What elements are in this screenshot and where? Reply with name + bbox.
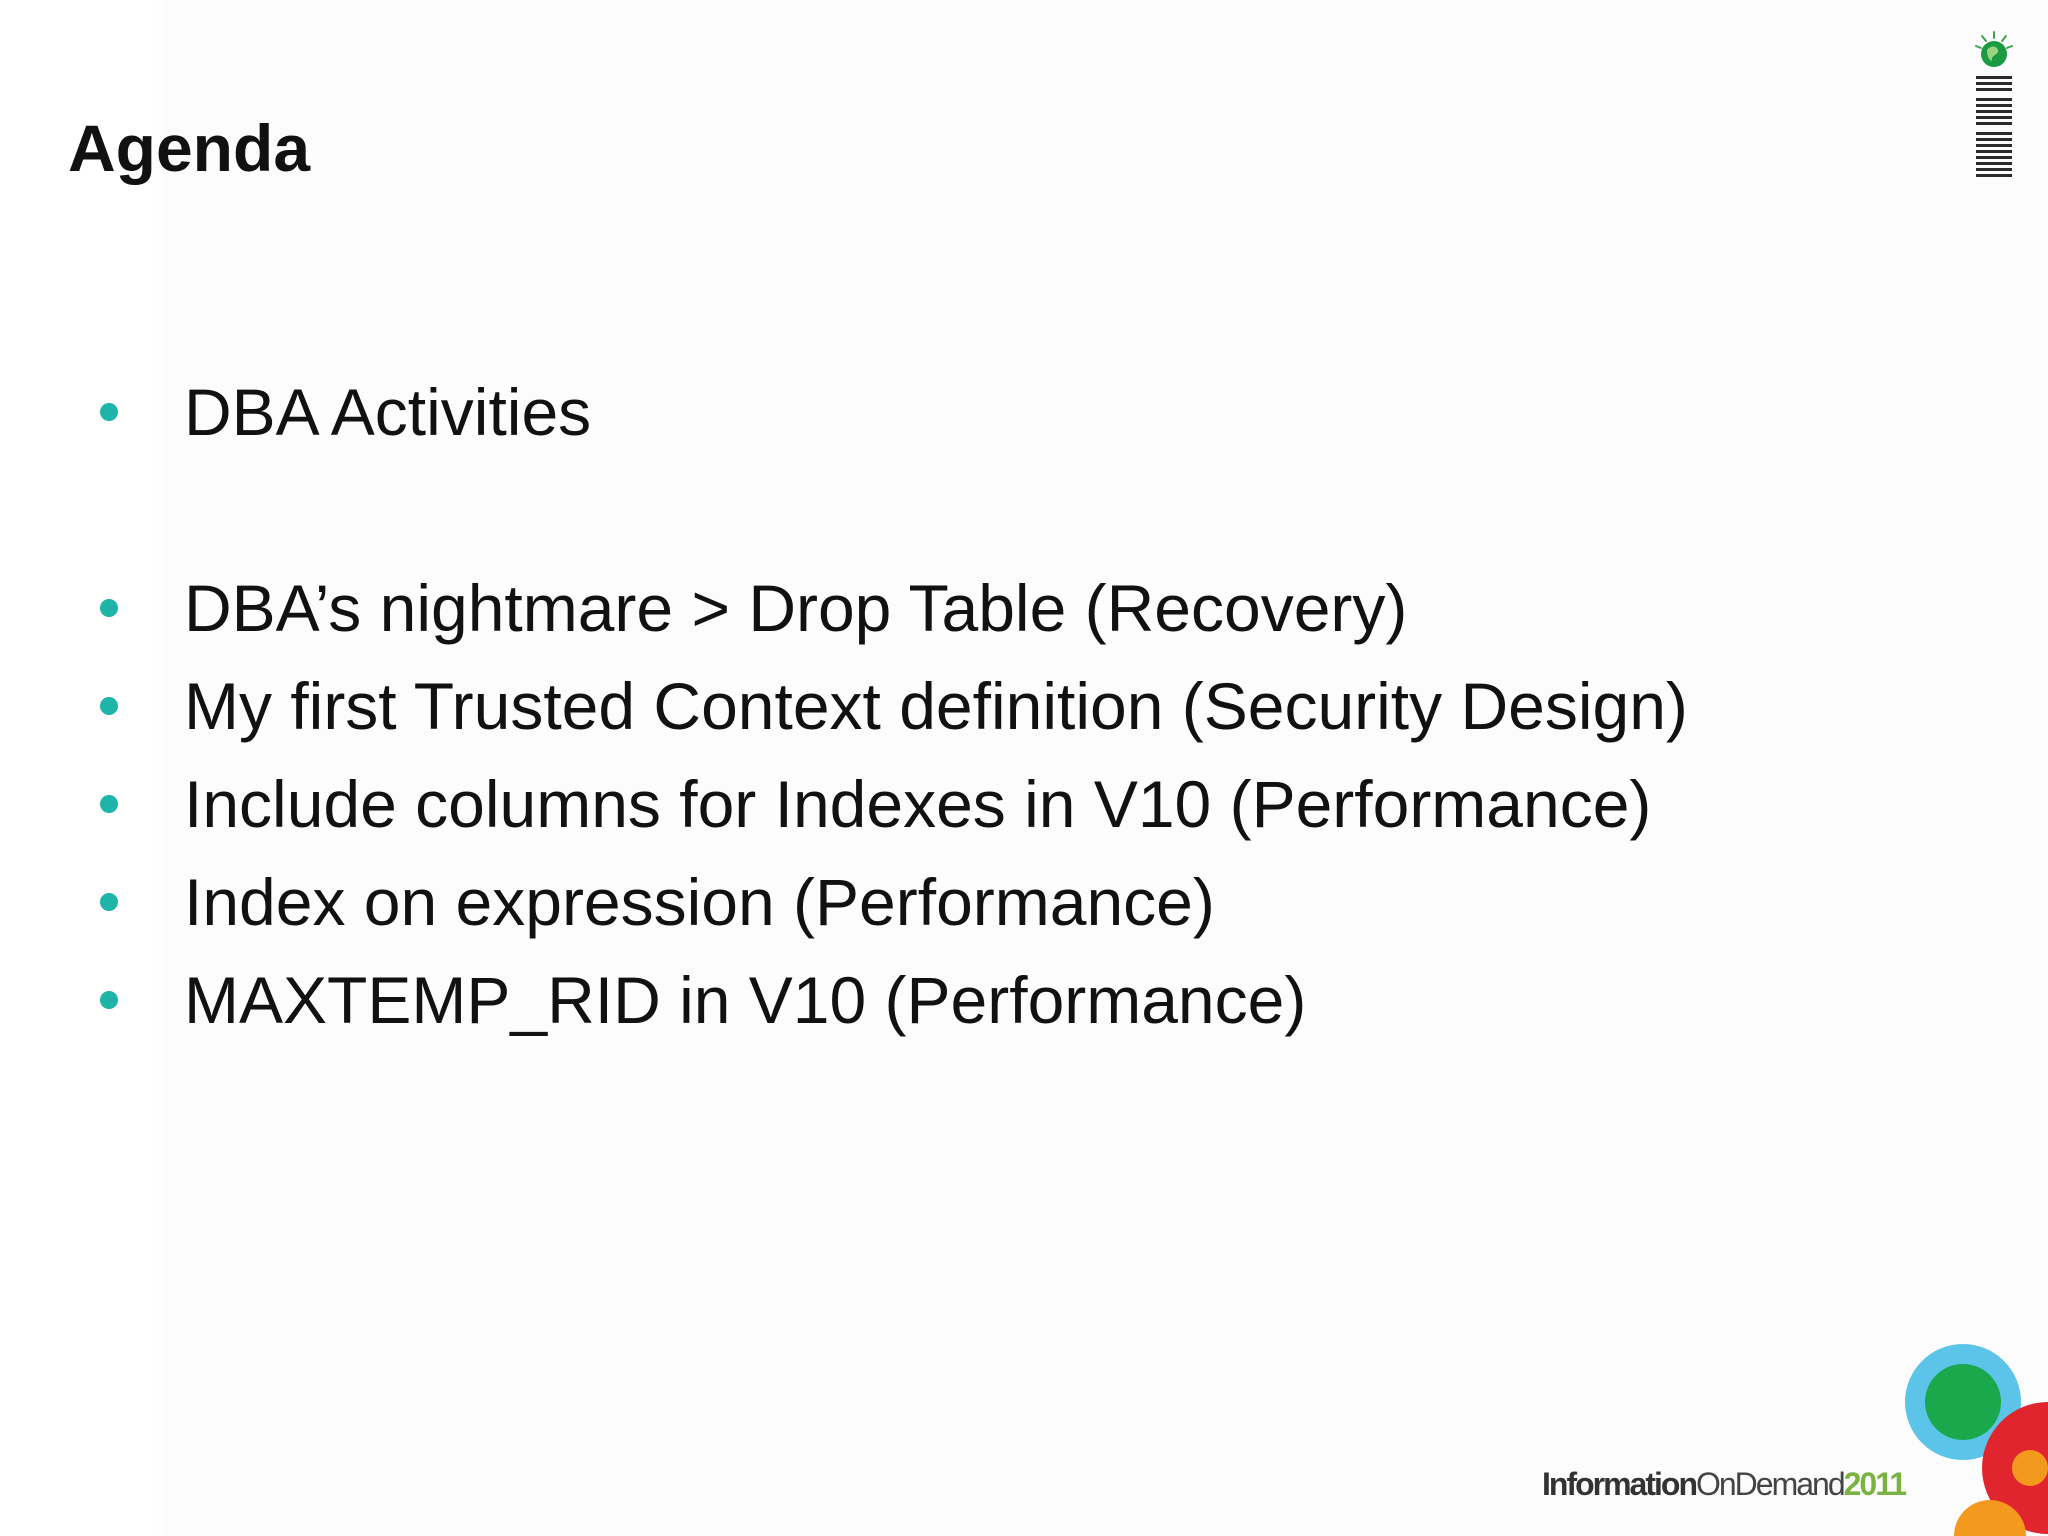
agenda-item-dba-activities bbox=[100, 372, 591, 452]
event-brand-wordmark bbox=[1542, 1464, 1905, 1504]
event-circles-graphic-icon bbox=[1890, 1330, 2048, 1536]
event-brand-information: Information bbox=[1542, 1466, 1696, 1502]
agenda-item-text: My first Trusted Context definition (Security Design) bbox=[184, 669, 1688, 743]
agenda-item-drop-table bbox=[100, 568, 1407, 648]
agenda-item-text: MAXTEMP_RID in V10 (Performance) bbox=[184, 963, 1307, 1037]
event-brand-ondemand: OnDemand bbox=[1695, 1466, 1844, 1502]
agenda-item-text: DBA’s nightmare > Drop Table (Recovery) bbox=[184, 571, 1408, 645]
bullet-icon bbox=[100, 991, 118, 1009]
agenda-item-text: Include columns for Indexes in V10 (Performance) bbox=[184, 767, 1652, 841]
event-brand-year: 2011 bbox=[1843, 1466, 1906, 1502]
agenda-item-text: DBA Activities bbox=[184, 375, 592, 449]
agenda-item-index-expression bbox=[100, 862, 1215, 942]
agenda-item-maxtemp-rid bbox=[100, 960, 1306, 1040]
bullet-icon bbox=[100, 795, 118, 813]
bullet-icon bbox=[100, 599, 118, 617]
agenda-item-text: Index on expression (Performance) bbox=[184, 865, 1215, 939]
bullet-icon bbox=[100, 893, 118, 911]
bullet-icon bbox=[100, 697, 118, 715]
slide-title: Agenda bbox=[68, 111, 311, 185]
agenda-item-include-columns bbox=[100, 764, 1651, 844]
ibm-logo-icon bbox=[1968, 28, 2020, 180]
bullet-icon bbox=[100, 403, 118, 421]
agenda-item-trusted-context bbox=[100, 666, 1688, 746]
